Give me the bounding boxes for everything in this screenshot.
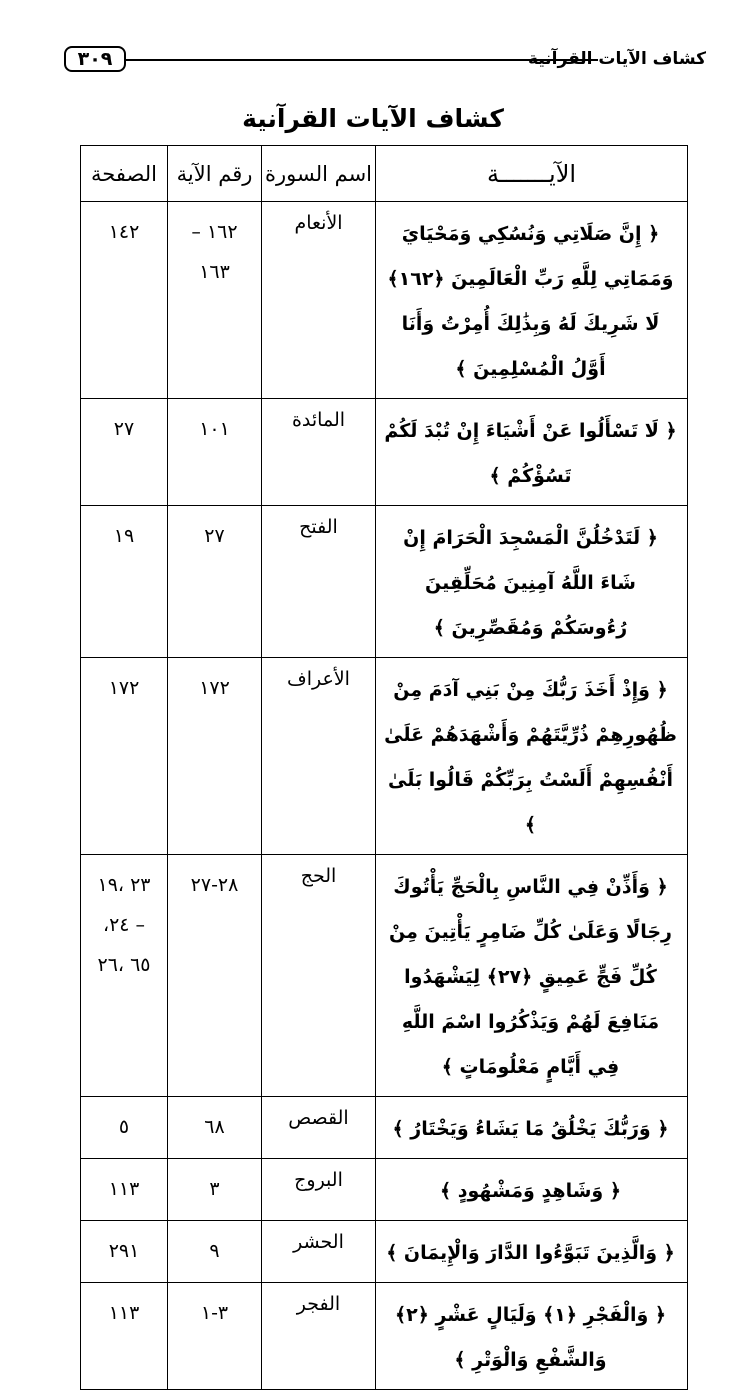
surah-cell: الحج — [262, 855, 376, 1097]
surah-cell: المائدة — [262, 399, 376, 506]
page-header — [64, 46, 706, 76]
page-cell: ١٤٢ — [81, 202, 168, 399]
ayah-number-line: ١٦٣ — [199, 261, 230, 283]
table-row — [81, 399, 688, 506]
page-title: كشاف الآيات القرآنية — [242, 104, 504, 133]
header-ayah-number: رقم الآية — [168, 146, 262, 202]
ayah-number-cell: ٢٨-٢٧ — [168, 855, 262, 1097]
running-title: كشاف الآيات القرآنية — [528, 49, 706, 69]
header-surah: اسم السورة — [262, 146, 376, 202]
ayah-number-cell: ٦٨ — [168, 1097, 262, 1159]
table-row — [81, 1097, 688, 1159]
verse-cell: ﴿ وَرَبُّكَ يَخْلُقُ مَا يَشَاءُ وَيَخْتَارُ ﴾ — [376, 1097, 688, 1159]
page-line: ٦٥ ،٢٦ — [97, 954, 151, 976]
table-row — [81, 1221, 688, 1283]
page-line: – ٢٤، — [102, 914, 146, 936]
table-row — [81, 506, 688, 658]
surah-cell: الأنعام — [262, 202, 376, 399]
surah-cell: القصص — [262, 1097, 376, 1159]
ayah-number-cell — [168, 202, 262, 399]
page-cell: ١١٣ — [81, 1283, 168, 1390]
page-cell: ١٩ — [81, 506, 168, 658]
page-cell: ٢٩١ — [81, 1221, 168, 1283]
page-cell: ٥ — [81, 1097, 168, 1159]
page-cell: ١٧٢ — [81, 658, 168, 855]
verse-cell: ﴿ إِنَّ صَلَاتِي وَنُسُكِي وَمَحْيَايَ وَمَمَاتِي لِلَّهِ رَبِّ الْعَالَمِينَ ﴿١٦٢﴾ لَا شَرِيكَ لَهُ وَبِذَٰلِكَ أُمِرْتُ وَأَنَا أَوَّلُ الْمُسْلِمِينَ ﴾ — [376, 202, 688, 399]
verse-cell: ﴿ لَا تَسْأَلُوا عَنْ أَشْيَاءَ إِنْ تُبْدَ لَكُمْ تَسُؤْكُمْ ﴾ — [376, 399, 688, 506]
ayah-number-line: ١٦٢ – — [191, 221, 238, 243]
page-line: ٢٣ ،١٩ — [97, 874, 151, 896]
ayah-number-cell: ٩ — [168, 1221, 262, 1283]
ayah-number-cell: ٣ — [168, 1159, 262, 1221]
surah-cell: الحشر — [262, 1221, 376, 1283]
verse-cell: ﴿ وَالَّذِينَ تَبَوَّءُوا الدَّارَ وَالْإِيمَانَ ﴾ — [376, 1221, 688, 1283]
table-row — [81, 202, 688, 399]
surah-cell: الفجر — [262, 1283, 376, 1390]
verse-index-table — [80, 145, 688, 1390]
table-header-row — [81, 146, 688, 202]
page-cell — [81, 855, 168, 1097]
surah-cell: الأعراف — [262, 658, 376, 855]
verse-cell: ﴿ وَأَذِّنْ فِي النَّاسِ بِالْحَجِّ يَأْتُوكَ رِجَالًا وَعَلَىٰ كُلِّ ضَامِرٍ يَأْتِينَ مِنْ كُلِّ فَجٍّ عَمِيقٍ ﴿٢٧﴾ لِيَشْهَدُوا مَنَافِعَ لَهُمْ وَيَذْكُرُوا اسْمَ اللَّهِ فِي أَيَّامٍ مَعْلُومَاتٍ ﴾ — [376, 855, 688, 1097]
verse-cell: ﴿ وَالْفَجْرِ ﴿١﴾ وَلَيَالٍ عَشْرٍ ﴿٢﴾ وَالشَّفْعِ وَالْوَتْرِ ﴾ — [376, 1283, 688, 1390]
table-row — [81, 1159, 688, 1221]
surah-cell: الفتح — [262, 506, 376, 658]
table-row — [81, 855, 688, 1097]
verse-cell: ﴿ وَإِذْ أَخَذَ رَبُّكَ مِنْ بَنِي آدَمَ مِنْ ظُهُورِهِمْ ذُرِّيَّتَهُمْ وَأَشْهَدَهُمْ عَلَىٰ أَنْفُسِهِمْ أَلَسْتُ بِرَبِّكُمْ قَالُوا بَلَىٰ ﴾ — [376, 658, 688, 855]
ayah-number-cell: ٢٧ — [168, 506, 262, 658]
page-cell: ٢٧ — [81, 399, 168, 506]
page-number: ٣٠٩ — [64, 46, 126, 72]
page-cell: ١١٣ — [81, 1159, 168, 1221]
surah-cell: البروج — [262, 1159, 376, 1221]
ayah-number-cell: ١٠١ — [168, 399, 262, 506]
ayah-number-cell: ٣-١ — [168, 1283, 262, 1390]
ayah-number-cell: ١٧٢ — [168, 658, 262, 855]
header-page: الصفحة — [81, 146, 168, 202]
header-verse: الآيـــــــة — [376, 146, 688, 202]
table-row — [81, 658, 688, 855]
verse-cell: ﴿ لَتَدْخُلُنَّ الْمَسْجِدَ الْحَرَامَ إِنْ شَاءَ اللَّهُ آمِنِينَ مُحَلِّقِينَ رُءُوسَكُمْ وَمُقَصِّرِينَ ﴾ — [376, 506, 688, 658]
table-row — [81, 1283, 688, 1390]
verse-cell: ﴿ وَشَاهِدٍ وَمَشْهُودٍ ﴾ — [376, 1159, 688, 1221]
